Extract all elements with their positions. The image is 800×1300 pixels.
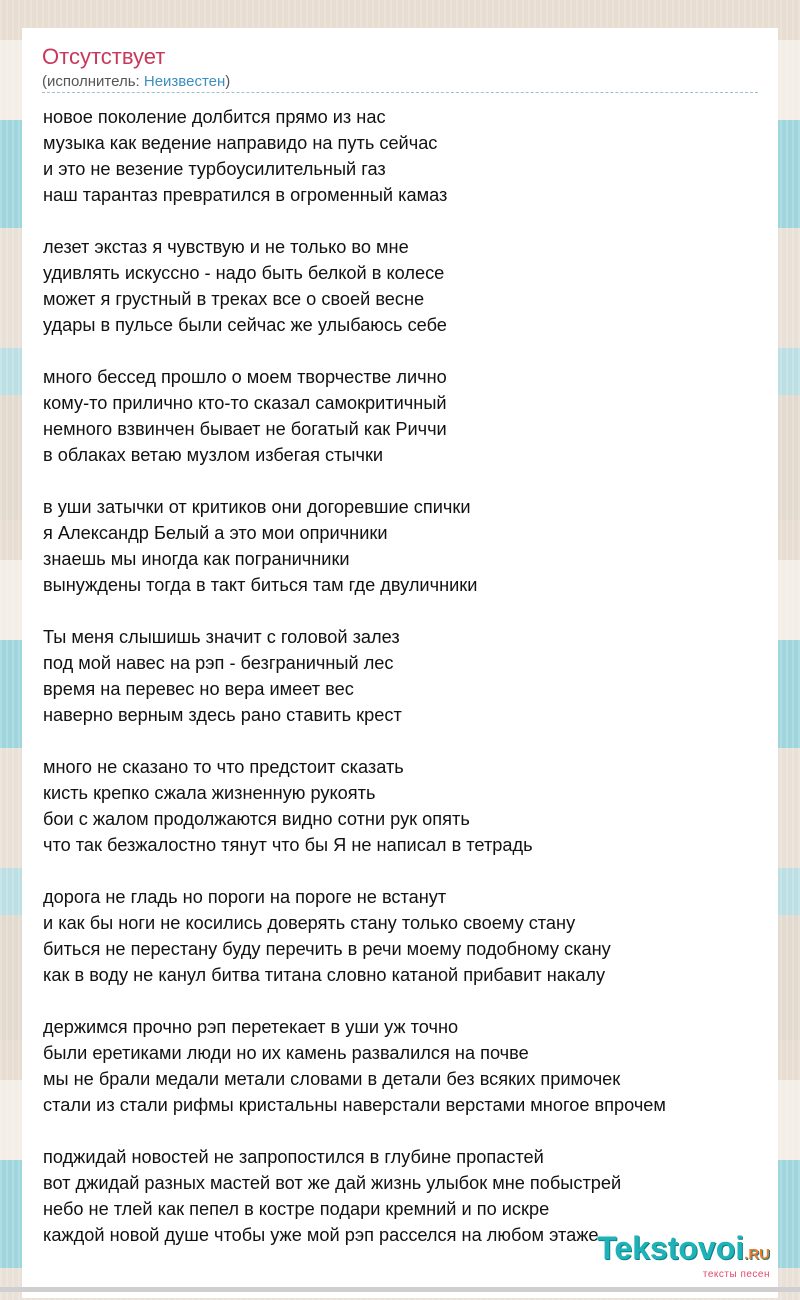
site-logo	[597, 1232, 770, 1280]
lyrics-line: наверно верным здесь рано ставить крест	[43, 705, 402, 725]
lyrics-line: лезет экстаз я чувствую и не только во мне	[43, 237, 409, 257]
lyrics-line: новое поколение долбится прямо из нас	[43, 107, 386, 127]
lyrics-line: вот джидай разных мастей вот же дай жизнь улыбок мне побыстрей	[43, 1173, 622, 1193]
lyrics-card	[22, 28, 778, 1298]
lyrics-stanza	[43, 364, 763, 468]
lyrics-line: мы не брали медали метали словами в детали без всяких примочек	[43, 1069, 621, 1089]
lyrics-line: удары в пульсе были сейчас же улыбаюсь себе	[43, 315, 447, 335]
lyrics-stanza	[43, 884, 763, 988]
artist-line	[42, 72, 230, 92]
lyrics-line: стали из стали рифмы кристальны наверстали верстами многое впрочем	[43, 1095, 666, 1115]
lyrics-line: под мой навес на рэп - безграничный лес	[43, 653, 394, 673]
lyrics-stanza	[43, 104, 763, 208]
lyrics-line: знаешь мы иногда как пограничники	[43, 549, 350, 569]
logo-tagline: тексты песен	[702, 1269, 770, 1280]
lyrics-line: кому-то прилично кто-то сказал самокритичный	[43, 393, 447, 413]
lyrics-line: в уши затычки от критиков они догоревшие спички	[43, 497, 471, 517]
lyrics-line: в облаках ветаю музлом избегая стычки	[43, 445, 384, 465]
lyrics-line: поджидай новостей не запропостился в глубине пропастей	[43, 1147, 544, 1167]
lyrics-line: дорога не гладь но пороги на пороге не встанут	[43, 887, 447, 907]
lyrics-line: каждой новой душе чтобы уже мой рэп расселся на любом этаже	[43, 1225, 599, 1245]
lyrics-line: музыка как ведение направидо на путь сейчас	[43, 133, 438, 153]
lyrics-line: удивлять искуссно - надо быть белкой в колесе	[43, 263, 445, 283]
lyrics-stanza	[43, 754, 763, 858]
lyrics-body	[43, 104, 763, 1274]
artist-suffix: )	[225, 73, 231, 90]
lyrics-stanza	[43, 624, 763, 728]
lyrics-stanza	[43, 234, 763, 338]
lyrics-line: биться не перестану буду перечить в речи моему подобному скану	[43, 939, 611, 959]
artist-link[interactable]: Неизвестен	[143, 73, 226, 90]
artist-prefix: (исполнитель:	[42, 73, 144, 90]
lyrics-stanza	[43, 494, 763, 598]
lyrics-line: и это не везение турбоусилительный газ	[43, 159, 386, 179]
lyrics-line: время на перевес но вера имеет вес	[43, 679, 354, 699]
lyrics-line: кисть крепко сжала жизненную рукоять	[43, 783, 376, 803]
lyrics-line: может я грустный в треках все о своей весне	[43, 289, 425, 309]
lyrics-line: небо не тлей как пепел в костре подари кремний и по искре	[43, 1199, 550, 1219]
logo-tld: .RU	[744, 1246, 770, 1263]
lyrics-line: как в воду не канул битва титана словно катаной прибавит накалу	[43, 965, 606, 985]
lyrics-line: вынуждены тогда в такт биться там где двуличники	[43, 575, 478, 595]
lyrics-line: Ты меня слышишь значит с головой залез	[43, 627, 400, 647]
lyrics-line: были еретиками люди но их камень развалился на почве	[43, 1043, 529, 1063]
lyrics-stanza	[43, 1014, 763, 1118]
lyrics-line: много бессед прошло о моем творчестве лично	[43, 367, 447, 387]
lyrics-line: что так безжалостно тянут что бы Я не написал в тетрадь	[43, 835, 533, 855]
lyrics-line: держимся прочно рэп перетекает в уши уж точно	[43, 1017, 459, 1037]
lyrics-line: наш тарантаз превратился в огроменный камаз	[43, 185, 448, 205]
lyrics-line: и как бы ноги не косились доверять стану только своему стану	[43, 913, 576, 933]
bottom-divider	[0, 1287, 800, 1292]
lyrics-line: много не сказано то что предстоит сказать	[43, 757, 404, 777]
title-divider	[42, 92, 758, 93]
lyrics-line: немного взвинчен бывает не богатый как Риччи	[43, 419, 447, 439]
lyrics-line: бои с жалом продолжаются видно сотни рук опять	[43, 809, 470, 829]
lyrics-line: я Александр Белый а это мои опричники	[43, 523, 388, 543]
song-title: Отсутствует	[42, 44, 166, 69]
logo-name: Tekstovoi	[597, 1230, 745, 1266]
